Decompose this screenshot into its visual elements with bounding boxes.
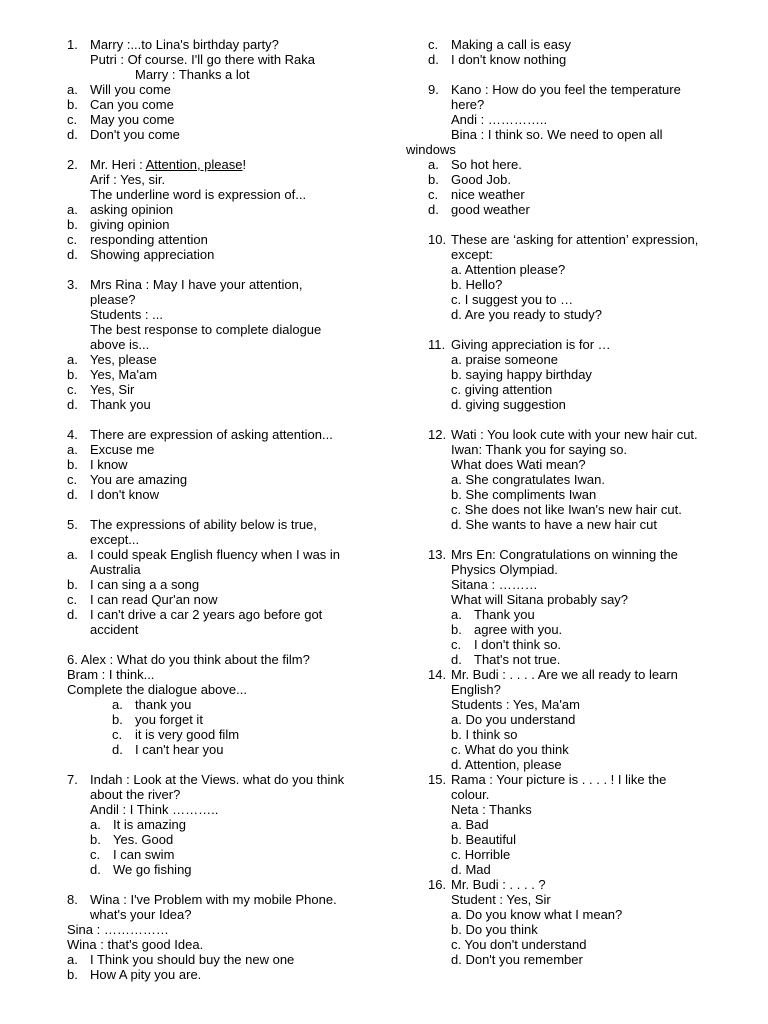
question-text: about the river?: [90, 787, 181, 802]
question-6: [67, 652, 377, 757]
option-text: you forget it: [135, 712, 203, 727]
option-text: d. giving suggestion: [451, 397, 566, 412]
option-text: b. Beautiful: [451, 832, 517, 847]
question-text: Students : ...: [90, 307, 163, 322]
question-5: [67, 517, 377, 637]
option-text: a. Do you understand: [451, 712, 576, 727]
question-text: please?: [90, 292, 136, 307]
option-text: b. I think so: [451, 727, 518, 742]
option-text: it is very good film: [135, 727, 240, 742]
option-text: b. She compliments Iwan: [451, 487, 597, 502]
option-text: Making a call is easy: [451, 37, 571, 52]
question-text: What will Sitana probably say?: [451, 592, 629, 607]
option-text: giving opinion: [90, 217, 170, 232]
question-15: [428, 772, 738, 877]
question-text: windows: [406, 142, 456, 157]
option-text: I can read Qur'an now: [90, 592, 218, 607]
question-12: [428, 427, 738, 532]
option-text: Yes, please: [90, 352, 157, 367]
question-text: Bram : I think...: [67, 667, 155, 682]
right-column: [406, 37, 738, 967]
option-text: c. She does not like Iwan's new hair cut.: [451, 502, 682, 517]
option-letter: b.: [67, 967, 78, 982]
question-text: Marry : Thanks a lot: [135, 67, 250, 82]
question-number: 2.: [67, 157, 78, 172]
question-text: Mr. Budi : . . . . Are we all ready to learn: [451, 667, 678, 682]
question-number: 10.: [428, 232, 447, 247]
option-text: asking opinion: [90, 202, 174, 217]
option-text: Yes, Ma'am: [90, 367, 158, 382]
question-13: [428, 547, 738, 667]
question-text: above is...: [90, 337, 150, 352]
question-text: Mr. Heri :: [90, 157, 146, 172]
option-text: b. saying happy birthday: [451, 367, 592, 382]
question-text: Mrs Rina : May I have your attention,: [90, 277, 303, 292]
question-number: 13.: [428, 547, 447, 562]
question-8-continued: [428, 37, 738, 67]
option-text: I can swim: [113, 847, 175, 862]
option-text: I don't think so.: [474, 637, 562, 652]
option-letter: d.: [451, 652, 462, 667]
question-text: The underline word is expression of...: [90, 187, 307, 202]
option-text: d. Attention, please: [451, 757, 562, 772]
question-text: What does Wati mean?: [451, 457, 586, 472]
option-letter: b.: [67, 97, 78, 112]
question-3: [67, 277, 377, 412]
question-9: [406, 82, 738, 217]
option-letter: b.: [67, 577, 78, 592]
option-letter: b.: [112, 712, 123, 727]
option-letter: d.: [428, 52, 439, 67]
question-text: colour.: [451, 787, 490, 802]
question-number: 3.: [67, 277, 78, 292]
option-text: That's not true.: [474, 652, 561, 667]
question-text: what's your Idea?: [90, 907, 192, 922]
option-letter: c.: [67, 472, 78, 487]
option-letter: a.: [67, 547, 78, 562]
question-number: 8.: [67, 892, 78, 907]
option-text: Yes. Good: [113, 832, 174, 847]
question-text: Complete the dialogue above...: [67, 682, 247, 697]
option-text: c. giving attention: [451, 382, 553, 397]
option-letter: b.: [67, 457, 78, 472]
option-text: I can't hear you: [135, 742, 224, 757]
option-letter: c.: [428, 37, 439, 52]
option-letter: a.: [112, 697, 123, 712]
question-text: The expressions of ability below is true,: [90, 517, 317, 532]
question-10: [428, 232, 738, 322]
question-number: 12.: [428, 427, 447, 442]
question-text: Andil : I Think ………..: [90, 802, 219, 817]
option-text: Good Job.: [451, 172, 511, 187]
question-text: There are expression of asking attention...: [90, 427, 333, 442]
option-letter: c.: [67, 112, 78, 127]
question-text: These are ‘asking for attention’ expression,: [451, 232, 699, 247]
option-text: b. Hello?: [451, 277, 503, 292]
option-text: accident: [90, 622, 139, 637]
option-text: thank you: [135, 697, 192, 712]
question-8: [67, 892, 377, 982]
question-text: Putri : Of course. I'll go there with Raka: [90, 52, 316, 67]
question-text: Wina : that's good Idea.: [67, 937, 204, 952]
question-text: except:: [451, 247, 493, 262]
option-letter: c.: [428, 187, 439, 202]
option-text: Will you come: [90, 82, 171, 97]
question-text: English?: [451, 682, 501, 697]
question-text: Giving appreciation is for …: [451, 337, 611, 352]
question-text: Student : Yes, Sir: [451, 892, 551, 907]
question-number: 9.: [428, 82, 439, 97]
option-text: I don't know nothing: [451, 52, 567, 67]
option-text: I could speak English fluency when I was in: [90, 547, 341, 562]
option-letter: c.: [67, 232, 78, 247]
option-letter: d.: [67, 247, 78, 262]
question-2: [67, 157, 377, 262]
option-letter: a.: [67, 442, 78, 457]
question-text: Marry :...to Lina's birthday party?: [90, 37, 279, 52]
option-text: Thank you: [474, 607, 535, 622]
option-text: responding attention: [90, 232, 208, 247]
option-text: Yes, Sir: [90, 382, 135, 397]
question-text: Kano : How do you feel the temperature: [451, 82, 681, 97]
question-text: Wina : I've Problem with my mobile Phone.: [90, 892, 337, 907]
question-text: Andi : …………..: [451, 112, 548, 127]
question-text: The best response to complete dialogue: [90, 322, 322, 337]
question-text: Physics Olympiad.: [451, 562, 558, 577]
question-14: [428, 667, 738, 772]
option-text: c. I suggest you to …: [451, 292, 574, 307]
question-number: 14.: [428, 667, 447, 682]
option-text: nice weather: [451, 187, 525, 202]
option-text: d. She wants to have a new hair cut: [451, 517, 657, 532]
option-letter: c.: [67, 592, 78, 607]
question-text: Students : Yes, Ma'am: [451, 697, 580, 712]
question-number: 7.: [67, 772, 78, 787]
option-text: I don't know: [90, 487, 159, 502]
option-letter: a.: [67, 202, 78, 217]
option-text: Australia: [90, 562, 141, 577]
option-letter: a.: [67, 82, 78, 97]
option-text: Showing appreciation: [90, 247, 215, 262]
option-letter: d.: [112, 742, 123, 757]
option-letter: d.: [90, 862, 101, 877]
option-text: Can you come: [90, 97, 174, 112]
option-letter: d.: [428, 202, 439, 217]
option-letter: d.: [67, 127, 78, 142]
option-letter: d.: [67, 397, 78, 412]
option-letter: c.: [112, 727, 123, 742]
question-text: Mrs En: Congratulations on winning the: [451, 547, 678, 562]
option-letter: d.: [67, 487, 78, 502]
option-text: a. praise someone: [451, 352, 558, 367]
option-text: a. Bad: [451, 817, 489, 832]
question-7: [67, 772, 377, 877]
option-text: Don't you come: [90, 127, 180, 142]
option-text: I can sing a a song: [90, 577, 200, 592]
question-number: 11.: [428, 337, 446, 352]
option-text: How A pity you are.: [90, 967, 202, 982]
question-text: Sitana : ………: [451, 577, 538, 592]
option-text: a. She congratulates Iwan.: [451, 472, 605, 487]
question-text: Arif : Yes, sir.: [90, 172, 166, 187]
question-number: 15.: [428, 772, 447, 787]
option-letter: a.: [67, 352, 78, 367]
option-text: c. You don't understand: [451, 937, 587, 952]
option-letter: b.: [451, 622, 462, 637]
question-11: [428, 337, 738, 412]
option-text: agree with you.: [474, 622, 563, 637]
option-letter: b.: [67, 367, 78, 382]
option-text: You are amazing: [90, 472, 188, 487]
option-letter: a.: [451, 607, 462, 622]
question-number: 16.: [428, 877, 447, 892]
question-text: here?: [451, 97, 485, 112]
option-text: It is amazing: [113, 817, 186, 832]
question-text: !: [242, 157, 247, 172]
option-text: We go fishing: [113, 862, 192, 877]
option-text: I can't drive a car 2 years ago before got: [90, 607, 323, 622]
question-text: except...: [90, 532, 140, 547]
option-letter: b.: [67, 217, 78, 232]
option-letter: a.: [67, 952, 78, 967]
question-text: Sina : ……………: [67, 922, 169, 937]
option-text: d. Don't you remember: [451, 952, 583, 967]
option-letter: c.: [451, 637, 462, 652]
option-text: good weather: [451, 202, 530, 217]
question-text: Rama : Your picture is . . . . ! I like the: [451, 772, 667, 787]
option-text: d. Are you ready to study?: [451, 307, 603, 322]
question-text: Iwan: Thank you for saying so.: [451, 442, 628, 457]
question-number: 1.: [67, 37, 78, 52]
question-number: 5.: [67, 517, 78, 532]
option-letter: c.: [90, 847, 101, 862]
option-text: May you come: [90, 112, 175, 127]
question-text: Neta : Thanks: [451, 802, 532, 817]
underlined-text: Attention, please: [145, 157, 243, 172]
option-text: a. Do you know what I mean?: [451, 907, 623, 922]
question-number: 4.: [67, 427, 78, 442]
option-text: I Think you should buy the new one: [90, 952, 295, 967]
option-text: a. Attention please?: [451, 262, 566, 277]
option-letter: a.: [90, 817, 101, 832]
option-text: I know: [90, 457, 128, 472]
question-16: [428, 877, 738, 967]
option-letter: a.: [428, 157, 439, 172]
question-text: 6. Alex : What do you think about the film?: [67, 652, 310, 667]
question-1: [67, 37, 377, 142]
option-text: Thank you: [90, 397, 151, 412]
option-text: c. Horrible: [451, 847, 511, 862]
option-letter: d.: [67, 607, 78, 622]
question-4: [67, 427, 377, 502]
option-text: Excuse me: [90, 442, 155, 457]
question-text: Wati : You look cute with your new hair cut.: [451, 427, 698, 442]
question-text: Indah : Look at the Views. what do you think: [90, 772, 345, 787]
option-letter: b.: [428, 172, 439, 187]
question-text: Bina : I think so. We need to open all: [451, 127, 663, 142]
option-letter: c.: [67, 382, 78, 397]
option-letter: b.: [90, 832, 101, 847]
option-text: c. What do you think: [451, 742, 569, 757]
option-text: b. Do you think: [451, 922, 538, 937]
question-text: Mr. Budi : . . . . ?: [451, 877, 546, 892]
option-text: d. Mad: [451, 862, 491, 877]
option-text: So hot here.: [451, 157, 522, 172]
left-column: [67, 37, 377, 982]
